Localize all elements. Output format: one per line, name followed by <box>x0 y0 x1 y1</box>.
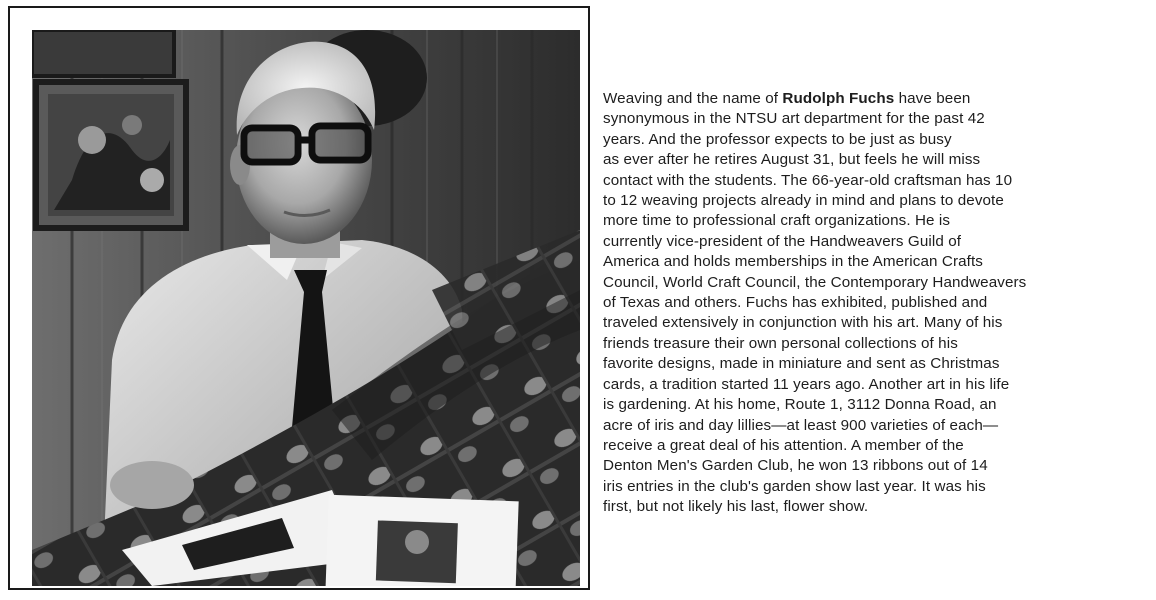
article-line: receive a great deal of his attention. A member of the <box>603 436 964 454</box>
article-line <box>603 89 1155 109</box>
article-line: first, but not likely his last, flower show. <box>603 498 869 516</box>
article-line: traveled extensively in conjunction with his art. Many of his <box>603 314 1003 332</box>
article-line: to 12 weaving projects already in mind and plans to devote <box>603 192 1004 210</box>
article-text <box>603 89 1155 518</box>
article-intro-end: have been <box>894 90 971 107</box>
article-line: America and holds memberships in the American Crafts <box>603 253 983 271</box>
article-line: acre of iris and day lillies—at least 900 varieties of each— <box>603 416 999 434</box>
article-line: synonymous in the NTSU art department for the past 42 <box>603 110 985 128</box>
article-line: favorite designs, made in miniature and sent as Christmas <box>603 355 1000 373</box>
photo-frame <box>8 6 590 590</box>
article-line: iris entries in the club's garden show last year. It was his <box>603 477 986 495</box>
article-line: currently vice-president of the Handweavers Guild of <box>603 232 962 250</box>
article-line: contact with the students. The 66-year-old craftsman has 10 <box>603 171 1013 189</box>
article-line: is gardening. At his home, Route 1, 3112 Donna Road, an <box>603 396 997 414</box>
article-line: Council, World Craft Council, the Contemporary Handweavers <box>603 273 1027 291</box>
article-line: of Texas and others. Fuchs has exhibited, published and <box>603 294 988 312</box>
article-line: as ever after he retires August 31, but feels he will miss <box>603 151 981 169</box>
subject-name: Rudolph Fuchs <box>782 90 895 107</box>
article-line: friends treasure their own personal collections of his <box>603 334 958 352</box>
article-line: more time to professional craft organizations. He is <box>603 212 951 230</box>
article-line: Denton Men's Garden Club, he won 13 ribbons out of 14 <box>603 457 988 475</box>
article-intro: Weaving and the name of <box>603 90 783 107</box>
portrait-photo <box>32 30 580 586</box>
article-line: cards, a tradition started 11 years ago. Another art in his life <box>603 375 1010 393</box>
article-line: years. And the professor expects to be just as busy <box>603 130 952 148</box>
